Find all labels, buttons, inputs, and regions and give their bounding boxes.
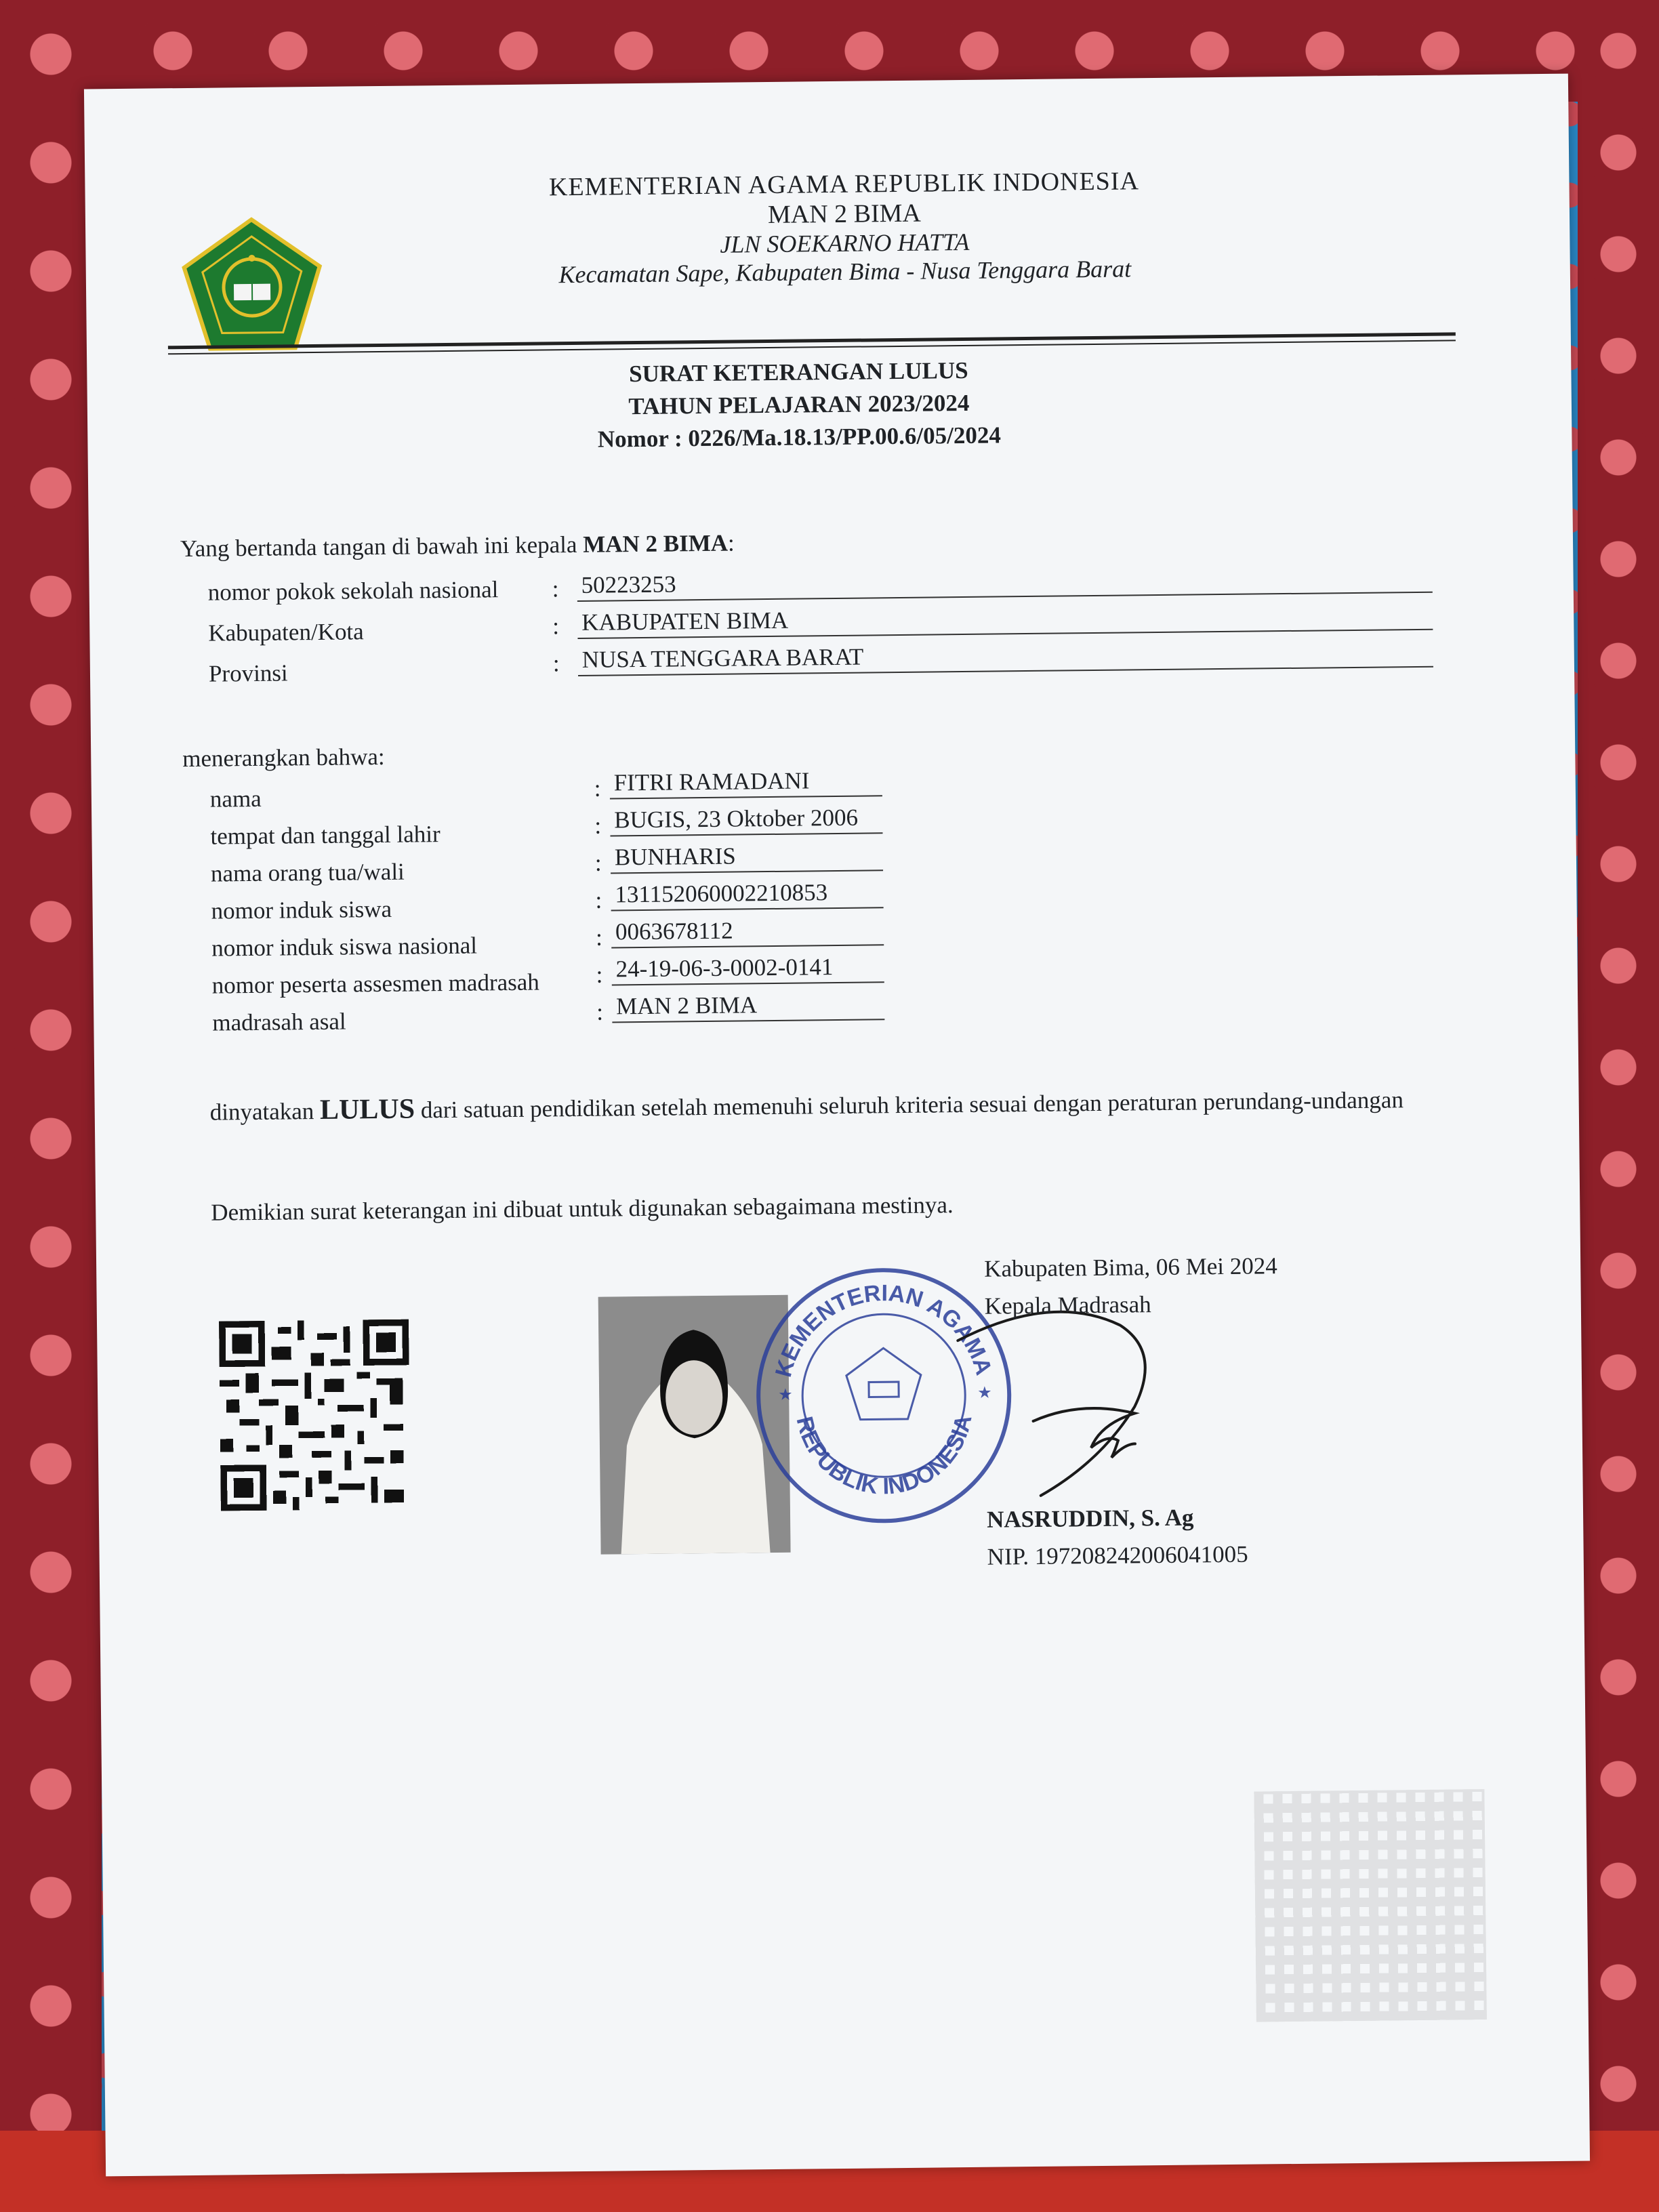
stamp-bottom-text: REPUBLIK INDONESIA [791, 1412, 977, 1500]
handwritten-signature-icon [930, 1298, 1176, 1517]
title-number: Nomor : 0226/Ma.18.13/PP.00.6/05/2024 [597, 422, 1002, 453]
student-nisn-value: 0063678112 [611, 916, 884, 948]
school-regency-label: Kabupaten/Kota [208, 618, 364, 647]
letterhead-street: JLN SOEKARNO HATTA [720, 228, 970, 258]
title-year: TAHUN PELAJARAN 2023/2024 [628, 389, 970, 420]
intro-school: MAN 2 BIMA [582, 529, 729, 558]
statement-intro: menerangkan bahwa: [182, 743, 385, 773]
qr-code-icon [219, 1319, 411, 1511]
letterhead [369, 164, 1319, 291]
colon: : [552, 575, 559, 602]
colon: : [552, 650, 560, 677]
colon: : [595, 924, 603, 951]
signature-place-date: Kabupaten Bima, 06 Mei 2024 [984, 1252, 1277, 1282]
intro-text: Yang bertanda tangan di bawah ini kepala [180, 531, 577, 562]
student-name-label: nama [209, 785, 262, 813]
colon: : [594, 812, 602, 839]
student-exam-number-value: 24-19-06-3-0002-0141 [611, 953, 884, 985]
document-title [493, 353, 1104, 457]
ministry-logo-icon [180, 216, 324, 352]
closing-text: Demikian surat keterangan ini dibuat untuk digunakan sebagaimana mestinya. [211, 1191, 954, 1226]
intro-colon: : [727, 529, 735, 556]
colon: : [596, 961, 603, 988]
student-parent-value: BUNHARIS [611, 841, 883, 874]
result-prefix: dinyatakan [209, 1098, 314, 1126]
colon: : [594, 849, 602, 876]
svg-text:★: ★ [977, 1384, 992, 1402]
colon: : [595, 886, 602, 914]
school-province-label: Provinsi [208, 659, 288, 687]
cloth-border-right [1578, 0, 1659, 2212]
letterhead-ministry: KEMENTERIAN AGAMA REPUBLIK INDONESIA [548, 167, 1140, 202]
student-nis-label: nomor induk siswa [211, 895, 392, 924]
svg-text:★: ★ [778, 1386, 793, 1404]
signature-nip: NIP. 197208242006041005 [987, 1540, 1248, 1570]
signature-position: Kepala Madrasah [984, 1291, 1151, 1319]
result-paragraph [209, 1081, 1483, 1130]
signature-name: NASRUDDIN, S. Ag [986, 1504, 1194, 1533]
certificate-paper [84, 74, 1590, 2177]
colon: : [596, 998, 604, 1025]
school-province-value: NUSA TENGGARA BARAT [578, 638, 1433, 676]
student-name-value: FITRI RAMADANI [609, 766, 882, 799]
title-line: SURAT KETERANGAN LULUS [628, 356, 968, 388]
student-parent-label: nama orang tua/wali [210, 858, 405, 887]
student-origin-value: MAN 2 BIMA [612, 990, 884, 1023]
student-exam-number-label: nomor peserta assesmen madrasah [211, 968, 540, 999]
student-nisn-label: nomor induk siswa nasional [211, 932, 478, 962]
school-npsn-value: 50223253 [577, 563, 1432, 602]
colon: : [552, 613, 560, 640]
letterhead-region: Kecamatan Sape, Kabupaten Bima - Nusa Tenggara Barat [558, 255, 1132, 289]
colon: : [594, 775, 601, 802]
intro-line [180, 530, 735, 563]
stamp-top-text: KEMENTERIAN AGAMA [771, 1280, 997, 1380]
result-status: LULUS [319, 1093, 415, 1126]
result-suffix: dari satuan pendidikan setelah memenuhi seluruh kriteria sesuai dengan peraturan perundang-undangan [420, 1086, 1404, 1124]
showthrough-qr-icon [1254, 1789, 1487, 2022]
letterhead-school: MAN 2 BIMA [767, 199, 922, 229]
school-regency-value: KABUPATEN BIMA [577, 600, 1433, 639]
student-birth-value: BUGIS, 23 Oktober 2006 [610, 804, 882, 836]
student-origin-label: madrasah asal [212, 1008, 346, 1036]
school-npsn-label: nomor pokok sekolah nasional [207, 576, 499, 606]
student-nis-value: 131152060002210853 [611, 878, 883, 911]
student-birth-label: tempat dan tanggal lahir [210, 821, 441, 850]
